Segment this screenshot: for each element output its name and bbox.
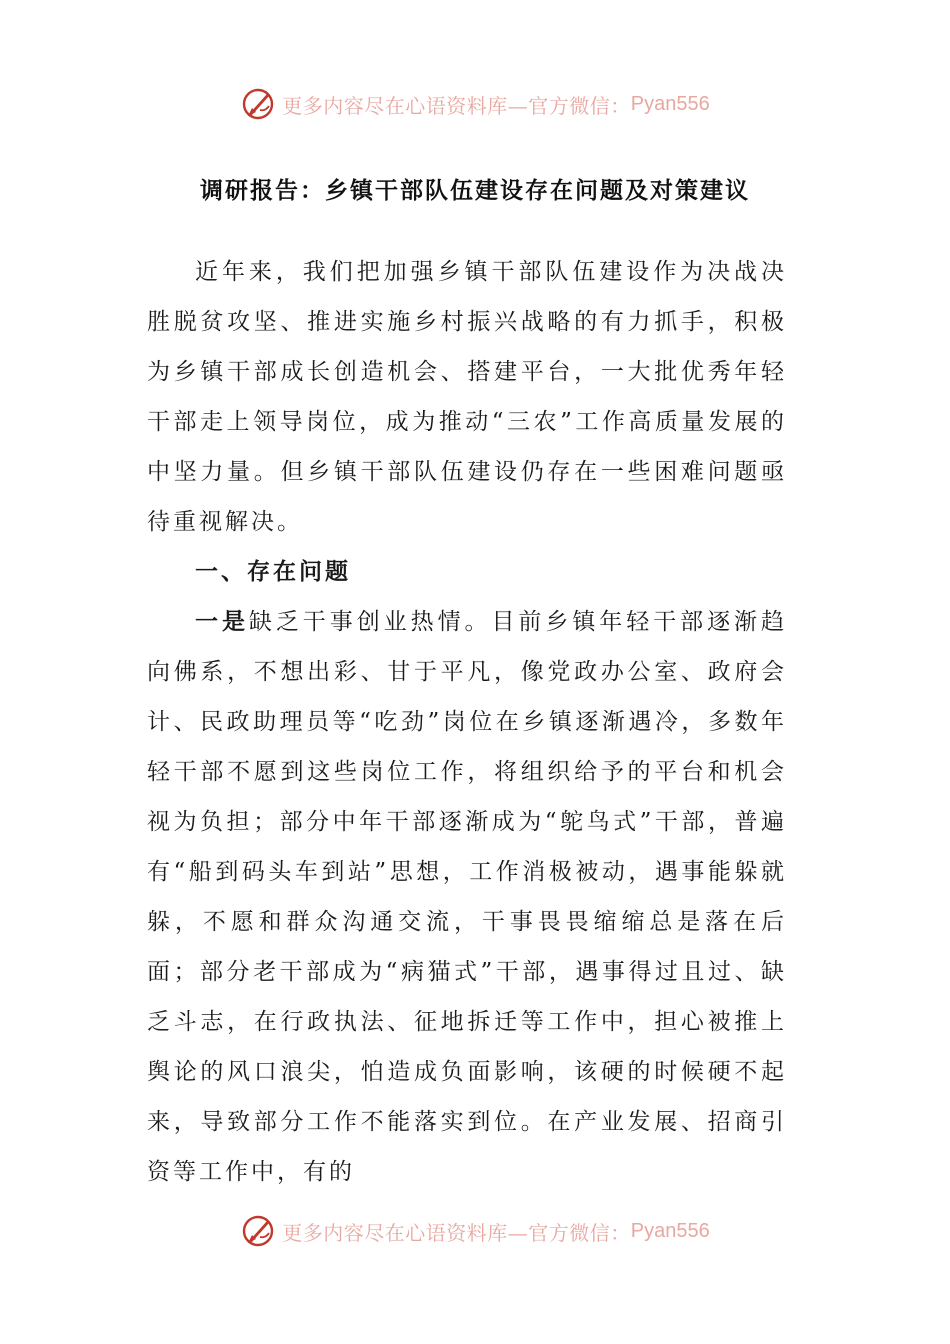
section-heading: 一、存在问题 [195,558,351,585]
quill-logo-icon [240,86,276,122]
watermark-contact: Pyan556 [630,1219,710,1242]
quill-logo-icon [240,1213,276,1249]
point-paragraph [147,597,787,1197]
watermark-text: 更多内容尽在心语资料库—官方微信： [282,1220,631,1245]
watermark-banner-top [0,80,950,128]
document-body [147,247,787,1197]
point-lead: 一是 [195,608,249,635]
watermark-banner-bottom [0,1207,950,1255]
watermark-text: 更多内容尽在心语资料库—官方微信： [282,93,631,118]
point-text: 缺乏干事创业热情。目前乡镇年轻干部逐渐趋向佛系，不想出彩、甘于平凡，像党政办公室、政府会计、民政助理员等“吃劲”岗位在乡镇逐渐遇冷，多数年轻干部不愿到这些岗位工作，将组织给予的平台和机会视为负担；部分中年干部逐渐成为“鸵鸟式”干部，普遍有“船到码头车到站”思想，工作消极被动，遇事能躲就躲，不愿和群众沟通交流，干事畏畏缩缩总是落在后面；部分老干部成为“病猫式”干部，遇事得过且过、缺乏斗志，在行政执法、征地拆迁等工作中，担心被推上舆论的风口浪尖，怕造成负面影响，该硬的时候硬不起来，导致部分工作不能落实到位。在产业发展、招商引资等工作中，有的 [147,609,788,1185]
watermark-contact: Pyan556 [630,92,710,115]
intro-paragraph: 近年来，我们把加强乡镇干部队伍建设作为决战决胜脱贫攻坚、推进实施乡村振兴战略的有力抓手，积极为乡镇干部成长创造机会、搭建平台，一大批优秀年轻干部走上领导岗位，成为推动“三农”工作高质量发展的中坚力量。但乡镇干部队伍建设仍存在一些困难问题亟待重视解决。 [147,259,787,535]
document-title: 调研报告：乡镇干部队伍建设存在问题及对策建议 [200,177,750,204]
